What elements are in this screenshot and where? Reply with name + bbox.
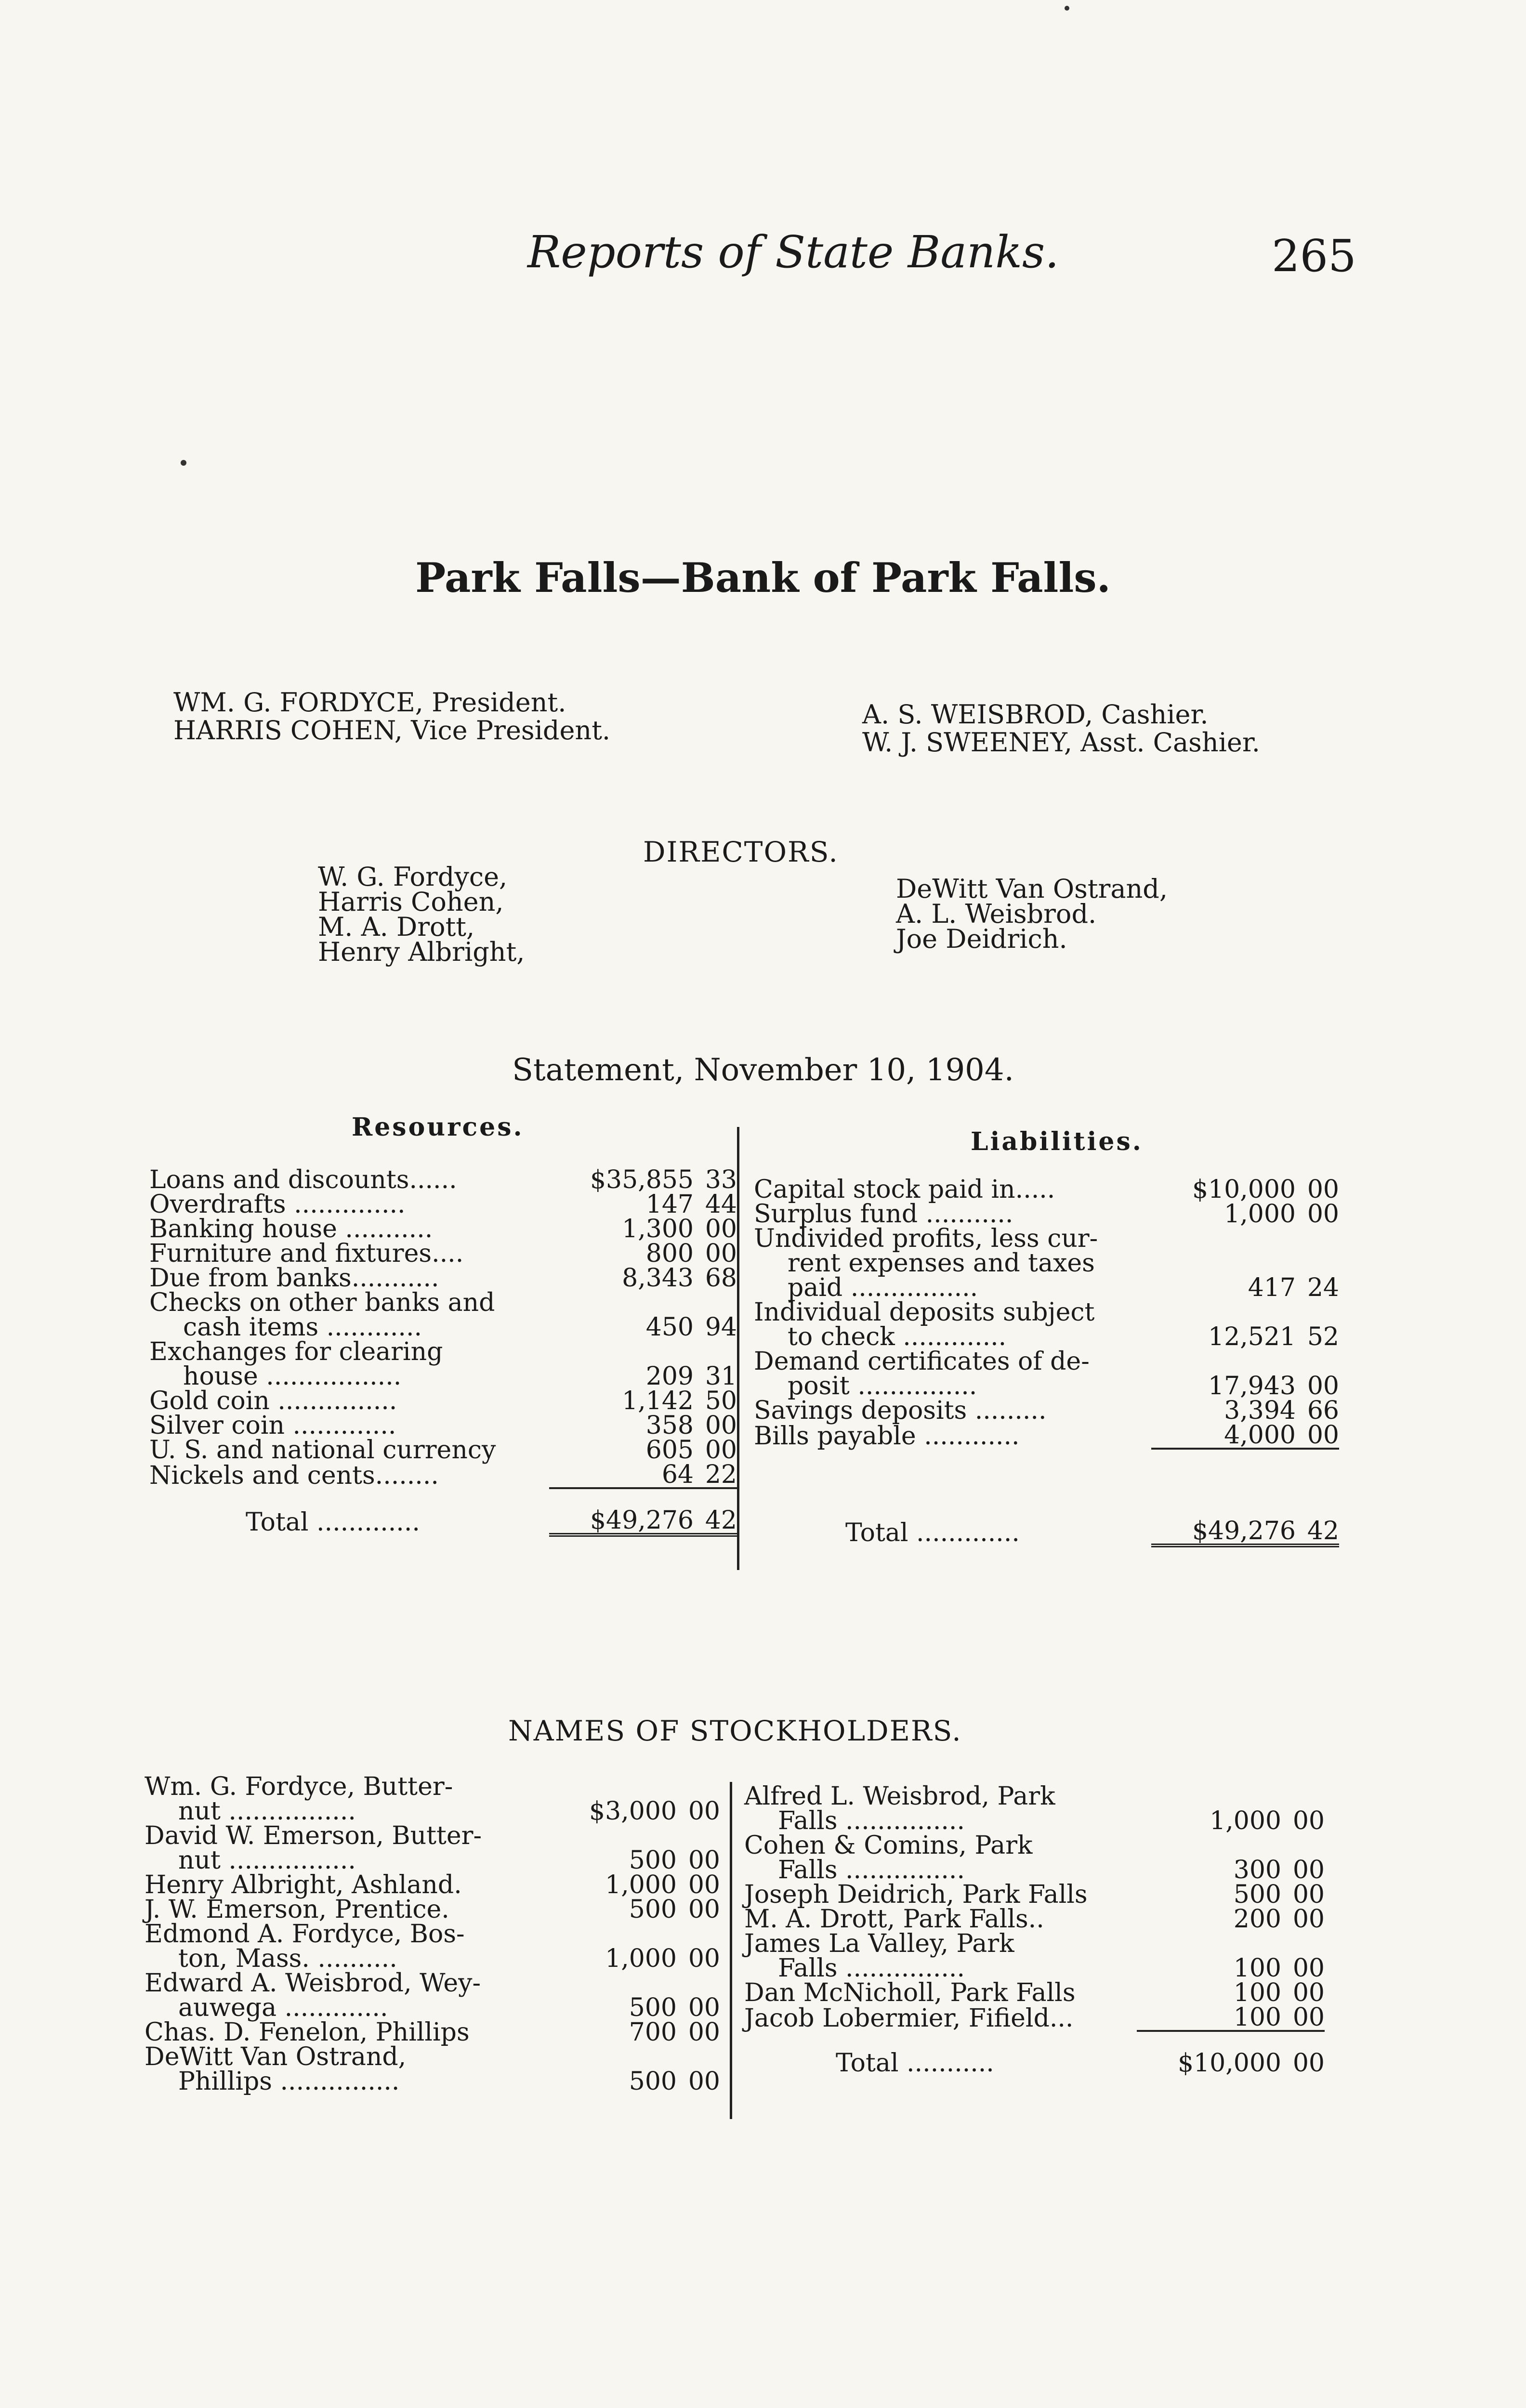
ledger-row [149,1291,737,1315]
row-cents [1301,1300,1339,1325]
row-dollars: 1,000 [605,1871,677,1899]
row-cents [1286,1932,1325,1956]
ledger-row [149,1192,737,1217]
ledger-row [149,1413,737,1438]
row-dollars: 1,000 [1224,1200,1296,1229]
director-name: Henry Albright, [318,937,525,967]
row-dollars [1151,1349,1301,1374]
row-label: M. A. Drott, Park Falls.. [744,1905,1044,1934]
row-dollars [537,1824,682,1848]
total-cents: 42 [1301,1449,1339,1545]
row-cents [1286,1833,1325,1858]
ledger-row [149,1463,737,1488]
row-cents: 50 [705,1387,737,1415]
total-dollars: $10,000 [1137,2031,1286,2076]
total-label: Total ........... [836,2049,994,2078]
row-cents: 00 [705,1215,737,1243]
bank-title: Park Falls—Bank of Park Falls. [415,554,1111,602]
ledger-row [744,1932,1325,1956]
row-cents [682,1922,720,1947]
row-cents: 66 [1307,1396,1339,1425]
row-dollars: 12,521 [1208,1322,1296,1351]
row-dollars: 1,000 [605,1944,677,1973]
stockholders-heading: NAMES OF STOCKHOLDERS. [508,1714,962,1747]
ledger-row [145,1947,720,1971]
row-cents: 52 [1307,1322,1339,1351]
row-dollars: 17,943 [1208,1372,1296,1400]
row-cents: 00 [688,2018,720,2047]
ledger-row [744,2005,1325,2031]
row-cents: 00 [1292,1880,1325,1909]
director-name: A. L. Weisbrod. [896,899,1097,929]
row-cents: 00 [1307,1200,1339,1229]
director-name: M. A. Drott, [318,912,475,942]
row-dollars: 500 [629,1846,677,1875]
total-cents: 42 [698,1488,737,1535]
total-dollars: $49,276 [1151,1449,1301,1545]
ledger-row [145,1922,720,1947]
ledger-row [744,1907,1325,1932]
officer-president: WM. G. FORDYCE, President. [173,687,566,718]
row-cents: 00 [705,1436,737,1465]
row-dollars: 100 [1233,1978,1281,2007]
row-cents: 00 [1292,1978,1325,2007]
row-label: James La Valley, Park [744,1929,1014,1958]
row-dollars [1137,1833,1286,1858]
row-dollars: 209 [645,1362,694,1391]
row-dollars: 358 [645,1411,694,1440]
ledger-row [754,1276,1339,1300]
running-header: Reports of State Banks. [527,226,1059,278]
director-name: W. G. Fordyce, [318,862,508,892]
page-number: 265 [1272,230,1356,282]
officer-vice-president: HARRIS COHEN, Vice President. [173,715,611,746]
row-cents: 00 [1307,1421,1339,1450]
ledger-row [754,1374,1339,1399]
row-cents: 00 [1292,1905,1325,1934]
row-dollars: 500 [629,1993,677,2022]
row-cents: 00 [688,1846,720,1875]
row-dollars: 605 [645,1436,694,1465]
ledger-row [149,1315,737,1340]
row-cents [682,1971,720,1996]
print-speck [1065,6,1069,11]
director-name: Joe Deidrich. [896,924,1067,954]
row-label: Falls ............... [778,1954,965,1983]
column-divider [737,1127,739,1570]
row-dollars: 3,394 [1224,1396,1296,1425]
ledger-row [754,1423,1339,1449]
ledger-row [145,1971,720,1996]
row-cents: 00 [1292,1856,1325,1885]
ledger-row [149,1438,737,1463]
row-cents: 68 [705,1264,737,1293]
row-label: Alfred L. Weisbrod, Park [744,1782,1055,1811]
row-label: nut ................ [178,1846,356,1875]
row-label: nut ................ [178,1797,356,1826]
resources-total-row [149,1488,737,1535]
row-cents: 24 [1307,1273,1339,1302]
row-dollars: 417 [1248,1273,1296,1302]
row-cents [1301,1251,1339,1276]
row-dollars: 100 [1233,2003,1281,2032]
row-cents [682,2045,720,2069]
officers-left [173,689,610,745]
stockholders-right-block [744,1784,1325,2076]
total-label: Total ............. [246,1508,420,1537]
ledger-row [744,1858,1325,1883]
row-dollars [1137,1932,1286,1956]
row-dollars [1137,1784,1286,1809]
liabilities-table [754,1175,1339,1547]
row-cents: 00 [688,1895,720,1924]
row-dollars: 1,000 [1210,1806,1281,1835]
stockholders-left-table [145,1772,720,2096]
ledger-row [744,1981,1325,2005]
row-cents: 00 [1292,1806,1325,1835]
ledger-row [744,1809,1325,1833]
row-dollars [549,1340,698,1364]
row-label: Capital stock paid in..... [754,1175,1055,1204]
row-dollars [1151,1251,1301,1276]
row-label: paid ................ [788,1273,978,1302]
row-label: Demand certificates of de- [754,1347,1090,1376]
row-dollars [537,1775,682,1799]
row-cents: 44 [705,1190,737,1219]
director-name: DeWitt Van Ostrand, [896,874,1168,904]
total-cents: 00 [1286,2031,1325,2076]
ledger-row [145,1848,720,1873]
row-label: Falls ............... [778,1856,965,1885]
row-cents [1301,1227,1339,1251]
ledger-row [754,1227,1339,1251]
ledger-row [754,1300,1339,1325]
row-cents: 00 [1292,2003,1325,2032]
row-cents [698,1291,737,1315]
row-dollars: $35,855 [590,1165,694,1194]
director-name: Harris Cohen, [318,887,504,917]
ledger-row [149,1242,737,1266]
ledger-row [145,2020,720,2045]
row-label: to check ............. [788,1322,1007,1351]
row-label: Wm. G. Fordyce, Butter- [145,1772,453,1801]
ledger-row [145,1824,720,1848]
ledger-row [145,2069,720,2094]
row-label: Jacob Lobermier, Fifield... [744,2004,1074,2033]
ledger-row [149,1266,737,1291]
row-label: house ................. [183,1362,402,1391]
ledger-row [744,1956,1325,1981]
row-cents: 00 [688,2067,720,2096]
row-dollars: 450 [645,1313,694,1342]
row-label: Loans and discounts...... [149,1165,457,1194]
row-label: Banking house ........... [149,1215,433,1243]
row-cents [682,1824,720,1848]
row-label: Joseph Deidrich, Park Falls [744,1880,1088,1909]
row-label: ton, Mass. .......... [178,1944,397,1973]
row-label: Checks on other banks and [149,1288,495,1317]
row-cents: 00 [1292,1954,1325,1983]
row-dollars [549,1291,698,1315]
row-dollars: 500 [629,2067,677,2096]
ledger-row [754,1202,1339,1227]
row-label: posit ............... [788,1372,977,1400]
row-label: cash items ............ [183,1313,422,1342]
row-label: Henry Albright, Ashland. [145,1871,462,1899]
row-dollars: 500 [1233,1880,1281,1909]
row-label: Edward A. Weisbrod, Wey- [145,1969,481,1998]
row-label: Due from banks........... [149,1264,439,1293]
directors-heading: DIRECTORS. [643,836,839,868]
row-cents: 00 [688,1944,720,1973]
row-label: rent expenses and taxes [788,1249,1095,1278]
row-label: Gold coin ............... [149,1387,397,1415]
row-dollars: 200 [1233,1905,1281,1934]
stockholders-total-row [744,2031,1325,2076]
ledger-row [754,1399,1339,1423]
ledger-row [145,2045,720,2069]
row-dollars [1151,1300,1301,1325]
ledger-row [149,1217,737,1242]
ledger-row [145,1775,720,1799]
ledger-row [754,1251,1339,1276]
row-label: Edmond A. Fordyce, Bos- [145,1920,465,1949]
row-dollars: $3,000 [589,1797,677,1826]
row-cents [1286,1784,1325,1809]
directors-right [896,874,1168,954]
row-cents: 00 [688,1871,720,1899]
row-dollars: 500 [629,1895,677,1924]
ledger-row [149,1168,737,1192]
row-label: Nickels and cents........ [149,1461,439,1490]
row-cents: 00 [705,1411,737,1440]
row-cents: 00 [705,1239,737,1268]
ledger-row [754,1178,1339,1202]
row-cents: 00 [1307,1372,1339,1400]
row-cents: 31 [705,1362,737,1391]
row-label: Bills payable ............ [754,1422,1020,1451]
row-label: Individual deposits subject [754,1298,1095,1327]
row-label: Falls ............... [778,1806,965,1835]
row-label: Exchanges for clearing [149,1337,443,1366]
row-dollars: 8,343 [622,1264,694,1293]
row-dollars [537,1922,682,1947]
row-label: Dan McNicholl, Park Falls [744,1978,1076,2007]
row-label: Surplus fund ........... [754,1200,1013,1229]
row-label: Chas. D. Fenelon, Phillips [145,2018,470,2047]
row-cents: 00 [1307,1175,1339,1204]
row-dollars: 700 [629,2018,677,2047]
row-dollars: 4,000 [1224,1421,1296,1450]
row-label: David W. Emerson, Butter- [145,1821,482,1850]
ledger-row [149,1340,737,1364]
ledger-row [744,1883,1325,1907]
row-cents: 00 [688,1797,720,1826]
row-label: J. W. Emerson, Prentice. [145,1895,449,1924]
liabilities-total-row [754,1449,1339,1545]
ledger-row [145,1873,720,1898]
ledger-row [744,1784,1325,1809]
ledger-row [145,1799,720,1824]
resources-block [149,1165,737,1537]
row-dollars: 1,300 [622,1215,694,1243]
row-cents: 94 [705,1313,737,1342]
row-dollars [537,1971,682,1996]
ledger-row [754,1349,1339,1374]
row-dollars: 800 [645,1239,694,1268]
row-dollars: $10,000 [1192,1175,1296,1204]
ledger-row [754,1325,1339,1349]
stockholders-right-table [744,1784,1325,2076]
stockholders-left-block [145,1772,720,2096]
row-cents: 00 [688,1993,720,2022]
officer-cashier: A. S. WEISBROD, Cashier. [862,699,1209,730]
total-label: Total ............. [845,1518,1020,1547]
row-cents [682,1775,720,1799]
statement-title: Statement, November 10, 1904. [512,1052,1014,1088]
ledger-row [145,1898,720,1922]
row-label: Undivided profits, less cur- [754,1224,1098,1253]
row-cents [698,1340,737,1364]
row-label: auwega ............. [178,1993,388,2022]
total-dollars: $49,276 [549,1488,698,1535]
print-speck [181,460,186,466]
column-divider [730,1782,732,2119]
row-cents [1301,1349,1339,1374]
ledger-row [145,1996,720,2020]
row-dollars: 147 [645,1190,694,1219]
row-label: Phillips ............... [178,2067,400,2096]
row-cents: 22 [705,1460,737,1489]
resources-heading: Resources. [352,1112,524,1142]
ledger-row [149,1389,737,1413]
ledger-row [744,1833,1325,1858]
officers-right [862,701,1260,757]
row-label: Cohen & Comins, Park [744,1831,1033,1860]
row-label: Silver coin ............. [149,1411,396,1440]
ledger-row [149,1364,737,1389]
resources-table [149,1165,737,1537]
row-dollars [537,2045,682,2069]
row-dollars: 300 [1233,1856,1281,1885]
row-label: DeWitt Van Ostrand, [145,2042,407,2071]
row-dollars: 64 [661,1460,694,1489]
row-dollars: 1,142 [622,1387,694,1415]
row-label: Savings deposits ......... [754,1396,1047,1425]
row-dollars: 100 [1233,1954,1281,1983]
row-label: Overdrafts .............. [149,1190,406,1219]
liabilities-heading: Liabilities. [971,1127,1143,1156]
row-dollars [1151,1227,1301,1251]
row-label: Furniture and fixtures.... [149,1239,464,1268]
directors-left [318,864,525,965]
liabilities-block [754,1175,1339,1547]
row-label: U. S. and national currency [149,1436,496,1465]
row-cents: 33 [705,1165,737,1194]
officer-asst-cashier: W. J. SWEENEY, Asst. Cashier. [862,727,1260,758]
